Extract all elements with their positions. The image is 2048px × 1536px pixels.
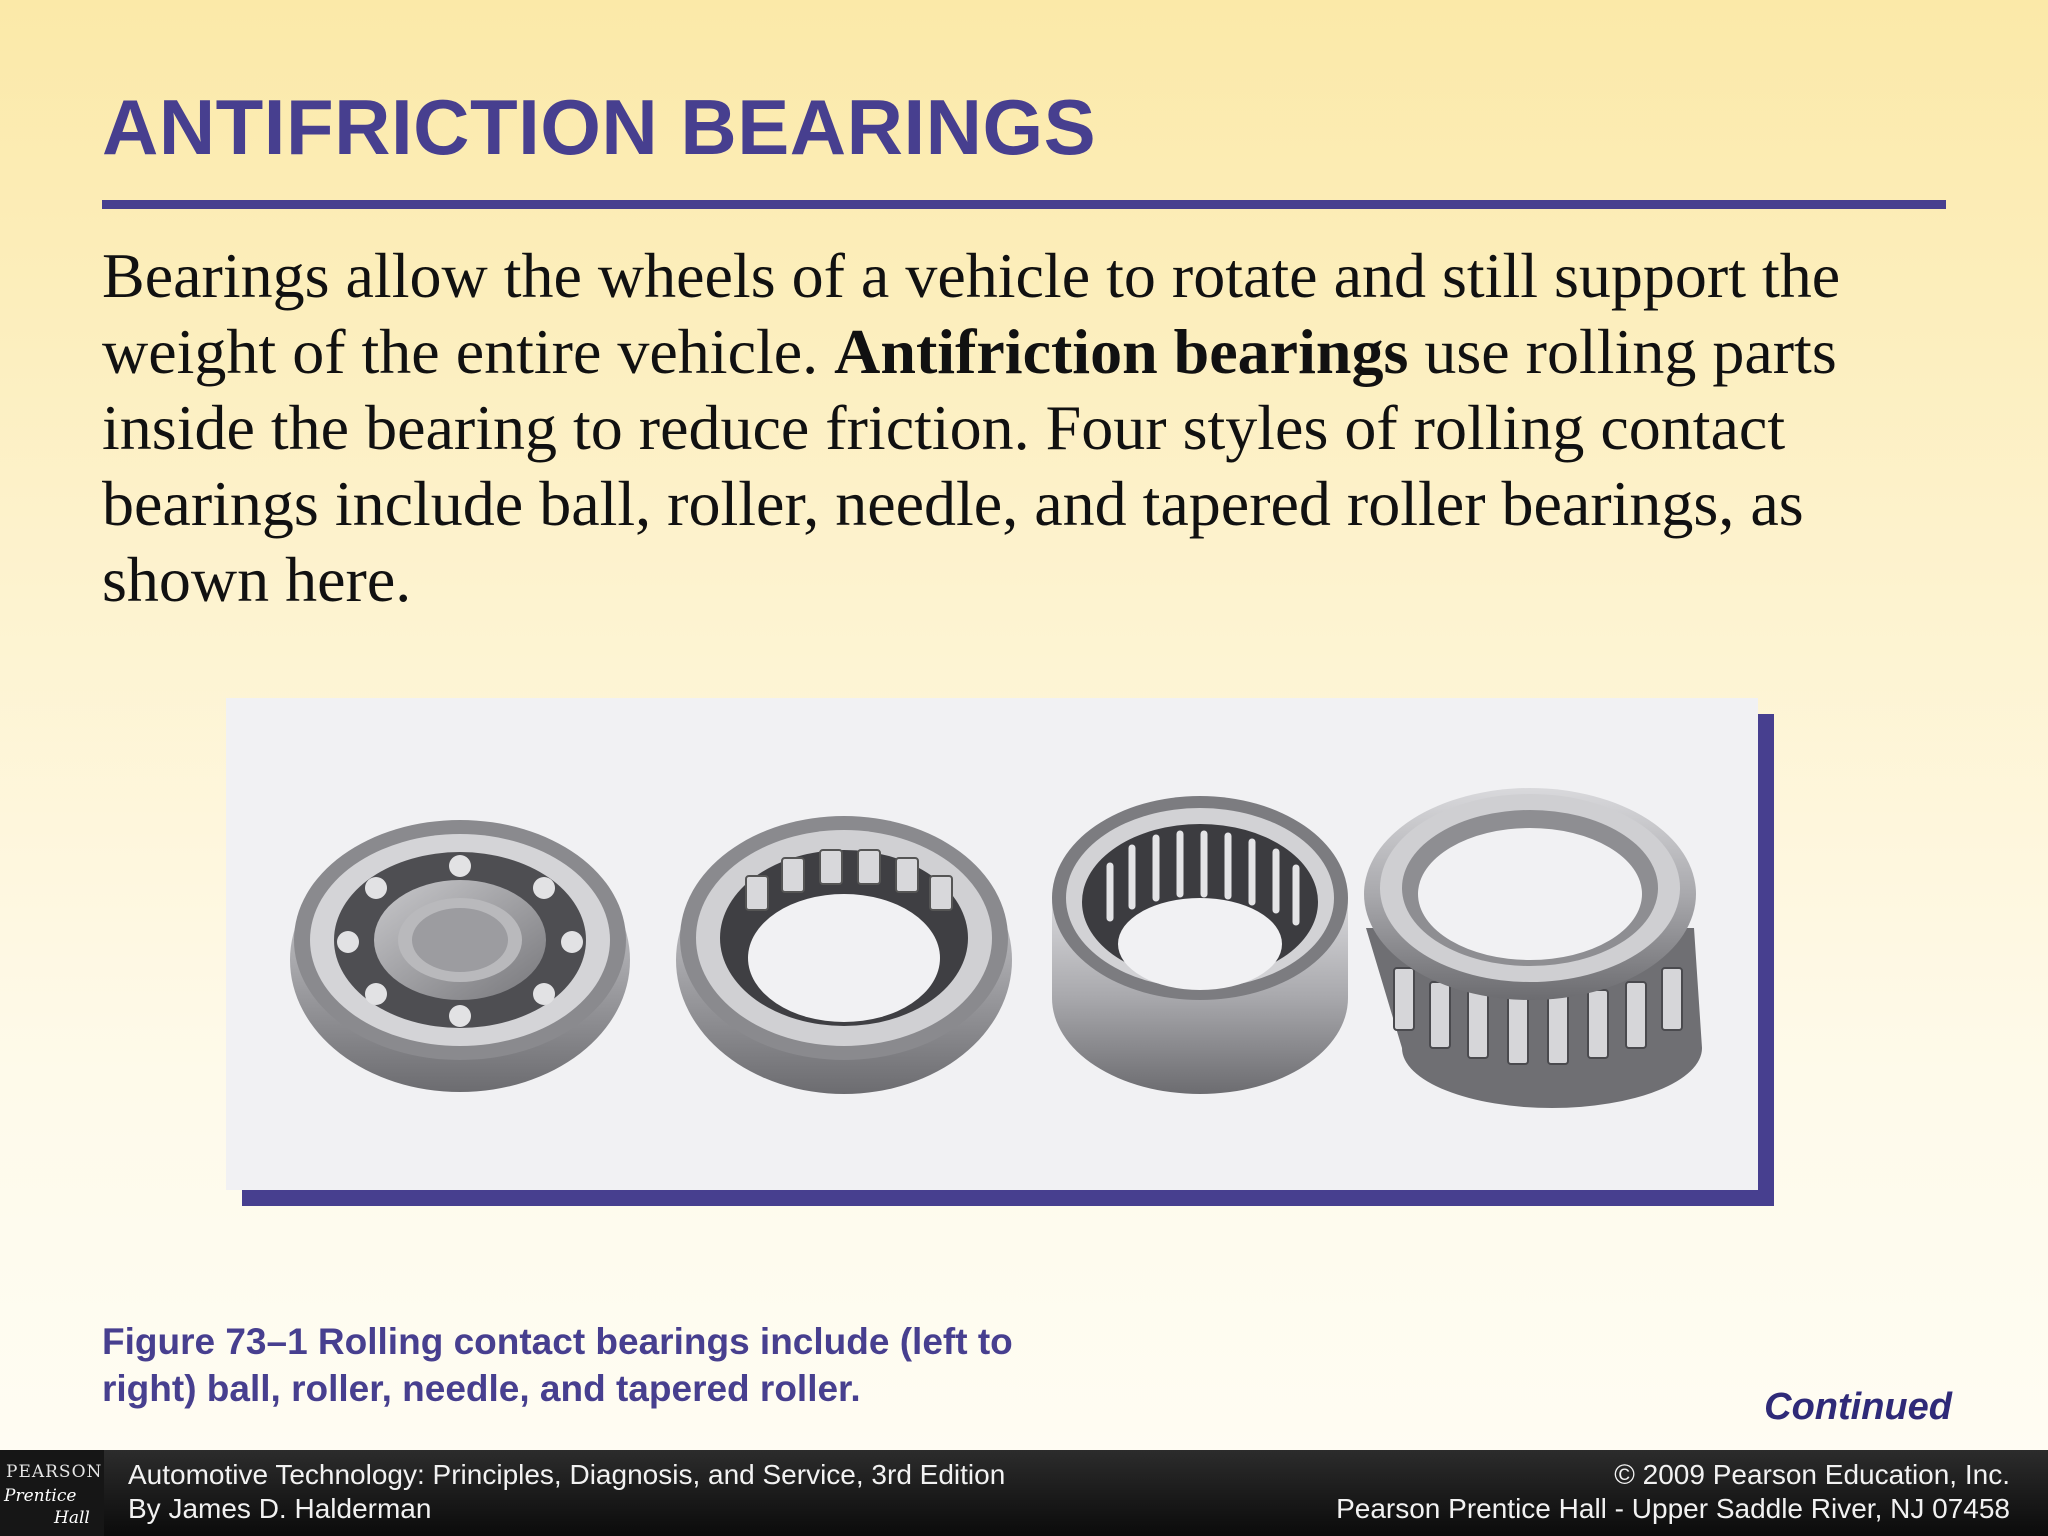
- continued-label: Continued: [1764, 1386, 1952, 1428]
- caption-line-1: Figure 73–1 Rolling contact bearings include (left to: [102, 1321, 1013, 1362]
- slide-title: ANTIFRICTION BEARINGS: [102, 83, 1097, 171]
- figure-photo: [226, 698, 1758, 1190]
- logo-text-prentice: Prentice: [4, 1486, 77, 1506]
- body-text-start: Bearings allow the wheels of a vehicle to rotate and still support the weight of the entire vehicle.: [102, 240, 1841, 387]
- logo-text-pearson: PEARSON: [6, 1462, 103, 1482]
- footer-publisher-line: Pearson Prentice Hall - Upper Saddle River, NJ 07458: [1336, 1493, 2010, 1524]
- bearings-illustration: [226, 698, 1758, 1190]
- figure-caption: [102, 1318, 1202, 1412]
- footer-copyright-line: © 2009 Pearson Education, Inc.: [1614, 1459, 2010, 1490]
- body-text-end: use rolling parts inside the bearing to reduce friction. Four styles of rolling contact bearings include ball, roller, needle, and tapered roller bearings, as shown here.: [102, 316, 1837, 615]
- needle-bearing-icon: [1052, 796, 1348, 1094]
- footer-author: By James D. Halderman: [128, 1493, 432, 1524]
- title-divider: [102, 200, 1946, 209]
- footer-copyright: [1336, 1458, 2010, 1526]
- caption-line-2: right) ball, roller, needle, and tapered roller.: [102, 1368, 861, 1409]
- tapered-roller-bearing-icon: [1364, 788, 1702, 1108]
- footer-book-title: Automotive Technology: Principles, Diagnosis, and Service, 3rd Edition: [128, 1459, 1006, 1490]
- logo-text-hall: Hall: [54, 1508, 90, 1528]
- pearson-prentice-hall-logo: [0, 1450, 104, 1536]
- ball-bearing-icon: [290, 820, 630, 1092]
- body-text-bold-term: Antifriction bearings: [834, 316, 1409, 387]
- roller-bearing-icon: [676, 816, 1012, 1094]
- footer-bar: [0, 1450, 2048, 1536]
- footer-book-info: [128, 1458, 1005, 1526]
- body-paragraph: [102, 238, 1962, 618]
